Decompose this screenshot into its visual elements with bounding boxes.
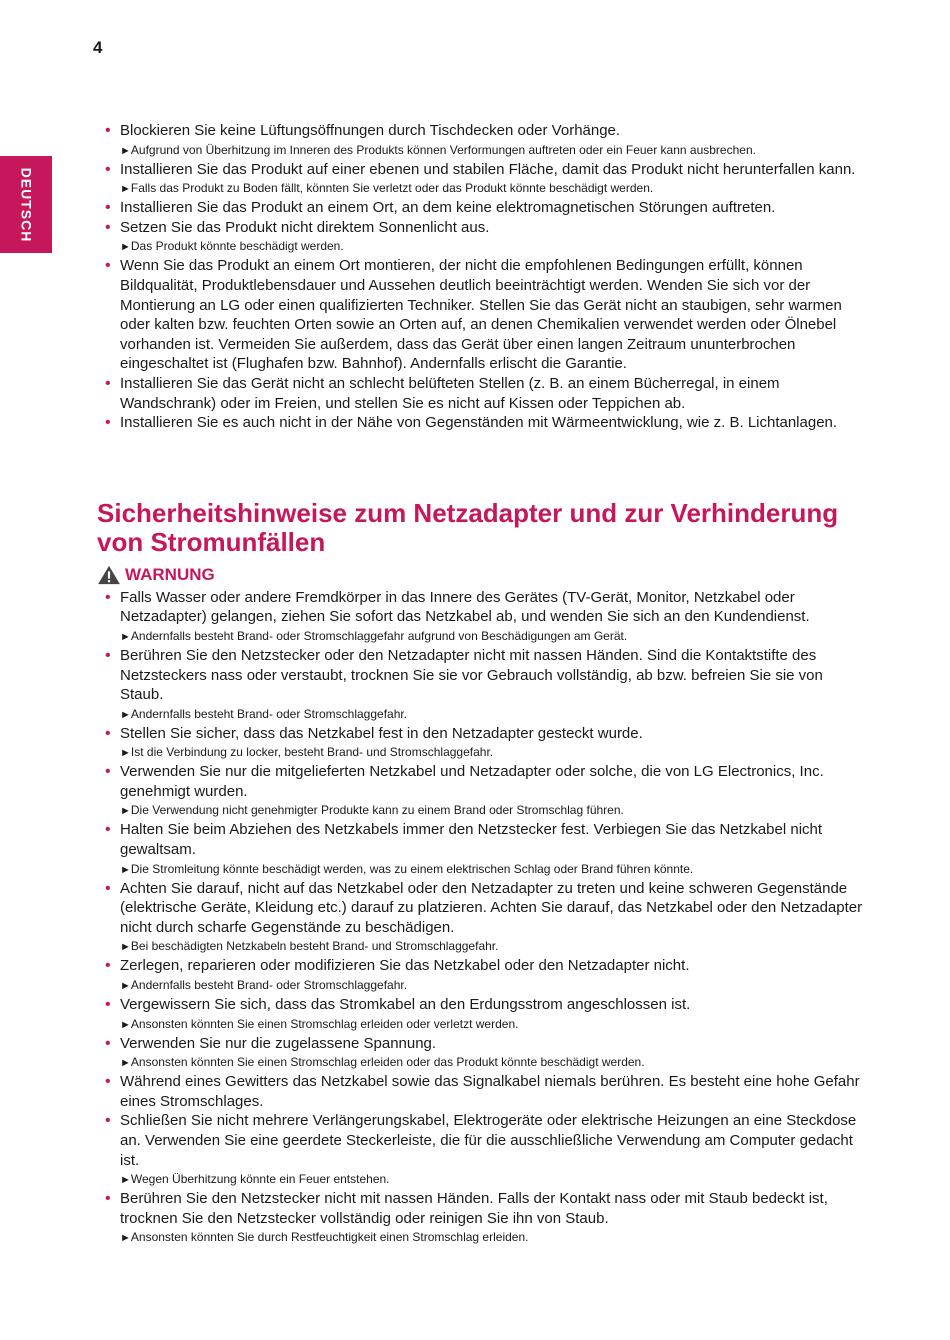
list-item xyxy=(105,413,865,433)
item-text: • Installieren Sie das Gerät nicht an schlecht belüfteten Stellen (z. B. an einem Bücherregal, in einem Wandschrank) oder im Freien, und stellen Sie es nicht auf Kissen oder Teppichen ab. xyxy=(120,374,780,412)
item-text: • Setzen Sie das Produkt nicht direktem Sonnenlicht aus. xyxy=(120,218,490,236)
item-note: ► Ansonsten könnten Sie einen Stromschlag erleiden oder verletzt werden. xyxy=(120,1015,865,1034)
list-item xyxy=(105,820,865,878)
item-note: ► Ist die Verbindung zu locker, besteht Brand- und Stromschlaggefahr. xyxy=(120,743,865,762)
page-number: 4 xyxy=(93,38,103,57)
item-text: • Installieren Sie das Produkt an einem Ort, an dem keine elektromagnetischen Störungen auftreten. xyxy=(120,199,776,217)
item-note: ► Die Stromleitung könnte beschädigt werden, was zu einem elektrischen Schlag oder Brand führen könnte. xyxy=(120,860,865,879)
list-item xyxy=(105,588,865,646)
list-item xyxy=(105,646,865,724)
install-safety-list xyxy=(105,121,865,433)
list-item xyxy=(105,198,865,218)
item-text: • Vergewissern Sie sich, dass das Stromkabel an den Erdungsstrom angeschlossen ist. xyxy=(120,996,691,1014)
item-note: ► Falls das Produkt zu Boden fällt, könnten Sie verletzt oder das Produkt könnte beschädigt werden. xyxy=(120,179,865,198)
section-title: Sicherheitshinweise zum Netzadapter und zur Verhinderung von Stromunfällen xyxy=(97,497,839,557)
list-item xyxy=(105,724,865,763)
item-note: ► Die Verwendung nicht genehmigter Produkte kann zu einem Brand oder Stromschlag führen. xyxy=(120,801,865,820)
item-note: ► Andernfalls besteht Brand- oder Stromschlaggefahr. xyxy=(120,705,865,724)
list-item xyxy=(105,879,865,957)
item-note: ► Aufgrund von Überhitzung im Inneren des Produkts können Verformungen auftreten oder ein Feuer kann ausbrechen. xyxy=(120,141,865,160)
list-item xyxy=(105,762,865,820)
item-text: • Wenn Sie das Produkt an einem Ort montieren, der nicht die empfohlenen Bedingungen erfüllt, können Bildqualität, Produktlebensdauer und Aussehen deutlich beeinträchtigt werden. Wenden Sie sich vor der Montierung an LG oder einen qualifizierten Techniker. Stellen Sie das Gerät nicht an staubigen, sehr warmen oder kalten bzw. feuchten Orten sowie an Orten auf, an denen Chemikalien verwendet werden oder Ölnebel vorhanden ist. Vermeiden Sie außerdem, dass das Gerät über einen langen Zeitraum ununterbrochen eingeschaltet ist (Flughafen bzw. Bahnhof). Andernfalls erlischt die Garantie. xyxy=(120,257,842,373)
list-item xyxy=(105,256,865,374)
list-item xyxy=(105,956,865,995)
item-text: • Berühren Sie den Netzstecker oder den Netzadapter nicht mit nassen Händen. Sind die Kontaktstifte des Netzsteckers nass oder verstaubt, trocknen Sie sie vor Gebrauch vollständig, ab bzw. befreien Sie sie von Staub. xyxy=(120,646,823,704)
item-text: • Verwenden Sie nur die mitgelieferten Netzkabel und Netzadapter oder solche, die von LG Electronics, Inc. genehmigt wurden. xyxy=(120,763,824,800)
item-note: ► Das Produkt könnte beschädigt werden. xyxy=(120,237,865,256)
item-text: • Berühren Sie den Netzstecker nicht mit nassen Händen. Falls der Kontakt nass oder mit Staub bedeckt ist, trocknen Sie den Netzstecker vollständig oder reinigen Sie ihn von Staub. xyxy=(120,1190,828,1227)
item-note: ► Andernfalls besteht Brand- oder Stromschlaggefahr aufgrund von Beschädigungen am Gerät. xyxy=(120,627,865,646)
list-item xyxy=(105,995,865,1034)
page-content xyxy=(97,121,865,1247)
item-note: ► Bei beschädigten Netzkabeln besteht Brand- und Stromschlaggefahr. xyxy=(120,937,865,956)
list-item xyxy=(105,121,865,160)
item-text: • Halten Sie beim Abziehen des Netzkabels immer den Netzstecker fest. Verbiegen Sie das Netzkabel nicht gewaltsam. xyxy=(120,821,823,859)
item-text: • Installieren Sie das Produkt auf einer ebenen und stabilen Fläche, damit das Produkt nicht herunterfallen kann. xyxy=(120,160,856,178)
item-text: • Zerlegen, reparieren oder modifizieren Sie das Netzkabel oder den Netzadapter nicht. xyxy=(120,957,690,975)
item-text: • Blockieren Sie keine Lüftungsöffnungen durch Tischdecken oder Vorhänge. xyxy=(120,122,621,139)
warning-safety-list xyxy=(105,588,865,1248)
item-text: • Verwenden Sie nur die zugelassene Spannung. xyxy=(120,1034,437,1052)
item-text: • Falls Wasser oder andere Fremdkörper in das Innere des Gerätes (TV-Gerät, Monitor, Netzkabel oder Netzadapter) gelangen, ziehen Sie sofort das Netzkabel ab, und wenden Sie sich an den Kundendienst. xyxy=(120,588,810,626)
item-text: • Achten Sie darauf, nicht auf das Netzkabel oder den Netzadapter zu treten und keine schweren Gegenstände (elektrische Geräte, Kleidung etc.) darauf zu platzieren. Achten Sie darauf, das Netzkabel oder den Netzadapter nicht durch scharfe Gegenstände zu beschädigen. xyxy=(120,879,863,936)
warning-heading xyxy=(96,565,865,585)
list-item xyxy=(105,374,865,413)
language-tab-label: DEUTSCH xyxy=(18,167,35,242)
item-note: ► Andernfalls besteht Brand- oder Stromschlaggefahr. xyxy=(120,976,865,995)
item-text: • Schließen Sie nicht mehrere Verlängerungskabel, Elektrogeräte oder elektrische Heizungen an eine Steckdose an. Verwenden Sie eine geerdete Steckerleiste, die für die ausschließliche Verwendung am Computer gedacht ist. xyxy=(120,1112,857,1169)
item-text: • Stellen Sie sicher, dass das Netzkabel fest in den Netzadapter gesteckt wurde. xyxy=(120,724,643,742)
item-note: ► Ansonsten könnten Sie durch Restfeuchtigkeit einen Stromschlag erleiden. xyxy=(120,1228,865,1247)
warning-label: WARNUNG xyxy=(125,564,215,584)
warning-triangle-icon xyxy=(96,565,122,585)
list-item xyxy=(105,1034,865,1073)
list-item xyxy=(105,218,865,257)
list-item xyxy=(105,1111,865,1189)
item-note: ► Ansonsten könnten Sie einen Stromschlag erleiden oder das Produkt könnte beschädigt werden. xyxy=(120,1053,865,1072)
list-item xyxy=(105,1072,865,1111)
language-tab xyxy=(0,156,52,253)
list-item xyxy=(105,1189,865,1247)
item-text: • Installieren Sie es auch nicht in der Nähe von Gegenständen mit Wärmeentwicklung, wie z. B. Lichtanlagen. xyxy=(120,414,838,432)
item-text: • Während eines Gewitters das Netzkabel sowie das Signalkabel niemals berühren. Es besteht eine hohe Gefahr eines Stromschlages. xyxy=(120,1073,860,1110)
item-note: ► Wegen Überhitzung könnte ein Feuer entstehen. xyxy=(120,1170,865,1189)
list-item xyxy=(105,160,865,199)
